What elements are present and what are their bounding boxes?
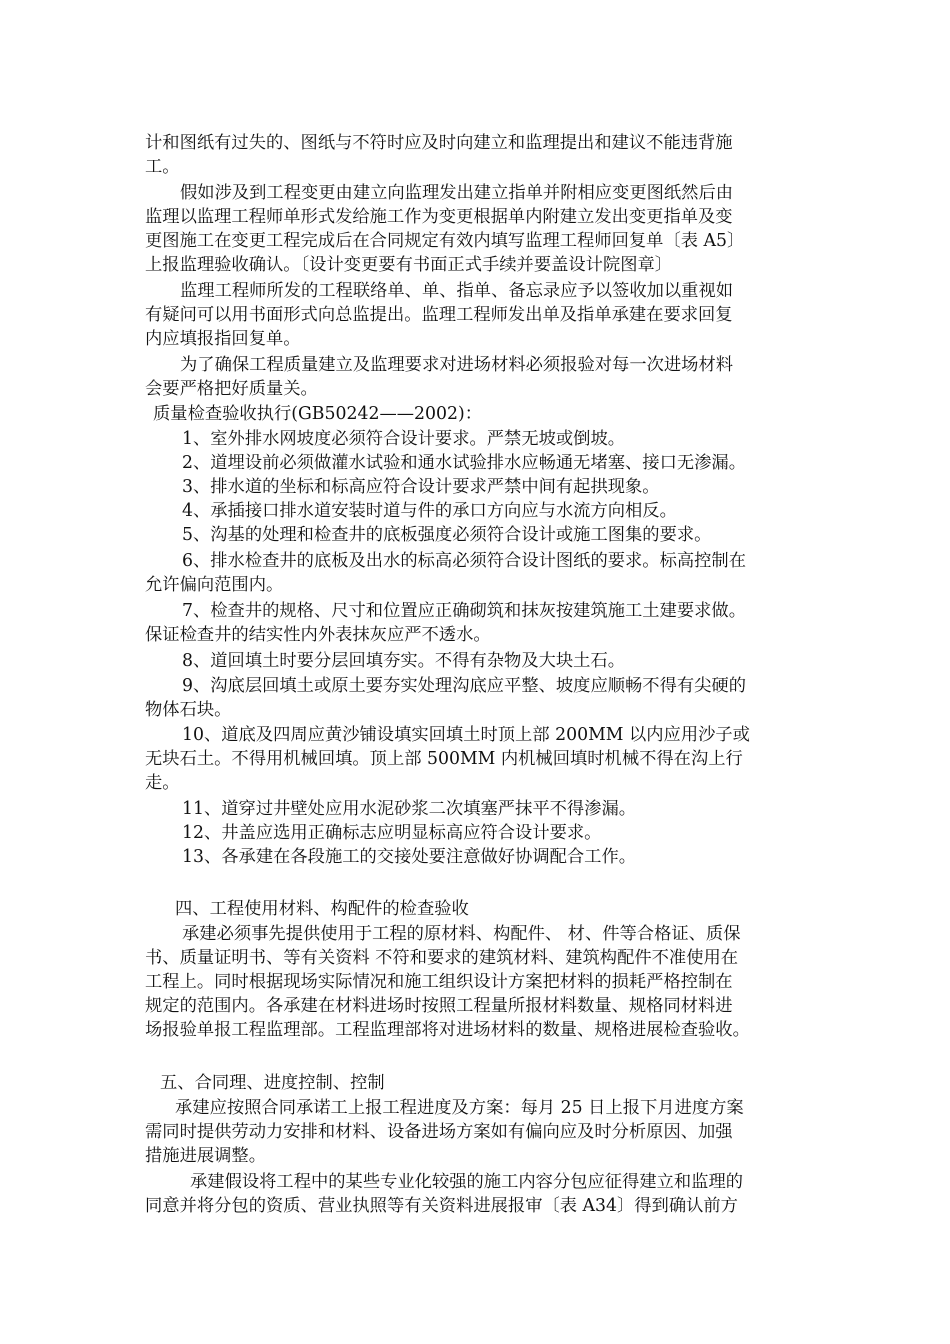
text-line: 承建假设将工程中的某些专业化较强的施工内容分包应征得建立和监理的 [190,1172,744,1192]
text-line: 会要严格把好质量关。 [145,379,318,399]
list-item: 2、道埋设前必须做灌水试验和通水试验排水应畅通无堵塞、接口无渗漏。 [182,453,746,473]
list-item: 10、道底及四周应黄沙铺设填实回填土时顶上部 200MM 以内应用沙子或 [182,725,750,745]
text-line: 内应填报指回复单。 [145,329,301,349]
text-line: 为了确保工程质量建立及监理要求对进场材料必须报验对每一次进场材料 [180,355,734,375]
text-line: 物体石块。 [145,700,232,720]
text-line: 假如涉及到工程变更由建立向监理发出建立指单并附相应变更图纸然后由 [180,183,734,203]
text-line: 场报验单报工程监理部。工程监理部将对进场材料的数量、规格进展检查验收。 [145,1020,750,1040]
text-line: 有疑问可以用书面形式向总监提出。监理工程师发出单及指单承建在要求回复 [145,305,733,325]
text-line: 需同时提供劳动力安排和材料、设备进场方案如有偏向应及时分析原因、加强 [145,1122,733,1142]
list-item: 13、各承建在各段施工的交接处要注意做好协调配合工作。 [182,847,637,867]
text-line: 允许偏向范围内。 [145,575,284,595]
text-line: 走。 [145,773,180,793]
text-line: 承建必须事先提供使用于工程的原材料、构配件、 材、件等合格证、质保 [182,924,741,944]
list-item: 3、排水道的坐标和标高应符合设计要求严禁中间有起拱现象。 [182,477,660,497]
text-line: 工。 [145,157,180,177]
list-item: 8、道回填土时要分层回填夯实。不得有杂物及大块土石。 [182,651,626,671]
text-line: 工程上。同时根据现场实际情况和施工组织设计方案把材料的损耗严格控制在 [145,972,733,992]
list-item: 1、室外排水网坡度必须符合设计要求。严禁无坡或倒坡。 [182,429,626,449]
text-line: 规定的范围内。各承建在材料进场时按照工程量所报材料数量、规格同材料进 [145,996,733,1016]
list-item: 4、承插接口排水道安装时道与件的承口方向应与水流方向相反。 [182,501,677,521]
text-line: 书、质量证明书、等有关资料 不符和要求的建筑材料、建筑构配件不准使用在 [145,948,739,968]
section-heading: 四、工程使用材料、构配件的检查验收 [175,899,469,919]
text-line: 承建应按照合同承诺工上报工程进度及方案：每月 25 日上报下月进度方案 [175,1098,744,1118]
text-line: 监理以监理工程师单形式发给施工作为变更根据单内附建立发出变更指单及变 [145,207,733,227]
text-line: 更图施工在变更工程完成后在合同规定有效内填写监理工程师回复单〔表 A5〕 [145,231,745,251]
list-item: 7、检查井的规格、尺寸和位置应正确砌筑和抹灰按建筑施工土建要求做。 [182,601,746,621]
text-line: 同意并将分包的资质、营业执照等有关资料进展报审〔表 A34〕得到确认前方 [145,1196,738,1216]
list-item: 12、井盖应选用正确标志应明显标高应符合设计要求。 [182,823,602,843]
section-heading: 质量检查验收执行(GB50242——2002)： [153,404,483,424]
text-line: 保证检查井的结实性内外表抹灰应严不透水。 [145,625,491,645]
section-heading: 五、合同理、进度控制、控制 [160,1073,385,1093]
text-line: 措施进展调整。 [145,1146,266,1166]
list-item: 5、沟基的处理和检查井的底板强度必须符合设计或施工图集的要求。 [182,525,712,545]
text-line: 监理工程师所发的工程联络单、单、指单、备忘录应予以签收加以重视如 [180,281,734,301]
list-item: 11、道穿过井壁处应用水泥砂浆二次填塞严抹平不得渗漏。 [182,799,637,819]
list-item: 9、沟底层回填土或原土要夯实处理沟底应平整、坡度应顺畅不得有尖硬的 [182,676,746,696]
text-line: 计和图纸有过失的、图纸与不符时应及时向建立和监理提出和建议不能违背施 [145,133,733,153]
list-item: 6、排水检查井的底板及出水的标高必须符合设计图纸的要求。标高控制在 [182,551,746,571]
text-line: 无块石土。不得用机械回填。顶上部 500MM 内机械回填时机械不得在沟上行 [145,749,743,769]
text-line: 上报监理验收确认。〔设计变更要有书面正式手续并要盖设计院图章〕 [145,255,673,275]
